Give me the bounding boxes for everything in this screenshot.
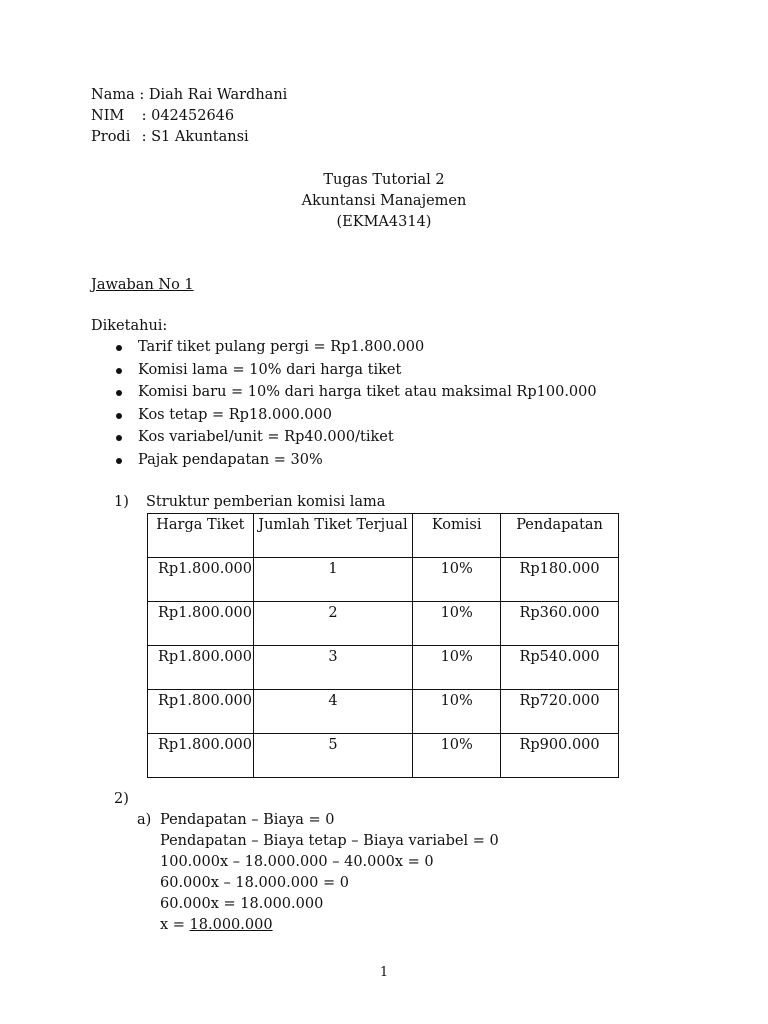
- part1-heading: [114, 492, 385, 513]
- header-komisi: Komisi: [413, 514, 501, 558]
- student-nim-row: [91, 106, 234, 127]
- doc-title-line1: Tugas Tutorial 2: [323, 172, 445, 188]
- student-prodi-row: [91, 127, 249, 148]
- cell-pendapatan: Rp540.000: [501, 646, 619, 690]
- nim-label: NIM: [91, 108, 125, 124]
- commission-table: [147, 513, 619, 778]
- given-item: Pajak pendapatan = 30%: [114, 449, 674, 472]
- part2-number: 2): [114, 791, 129, 807]
- header-pendapatan: Pendapatan: [501, 514, 619, 558]
- calc-result: [160, 915, 273, 936]
- given-item: Kos tetap = Rp18.000.000: [114, 404, 674, 427]
- cell-jumlah: 3: [253, 646, 413, 690]
- cell-harga: Rp1.800.000: [148, 602, 254, 646]
- given-item: Komisi baru = 10% dari harga tiket atau maksimal Rp100.000: [114, 381, 674, 404]
- cell-pendapatan: Rp360.000: [501, 602, 619, 646]
- cell-pendapatan: Rp900.000: [501, 734, 619, 778]
- given-item: Tarif tiket pulang pergi = Rp1.800.000: [114, 336, 674, 359]
- cell-pendapatan: Rp720.000: [501, 690, 619, 734]
- cell-harga: Rp1.800.000: [148, 646, 254, 690]
- table-row: [148, 558, 619, 602]
- table-header-row: [148, 514, 619, 558]
- calc-line: Pendapatan – Biaya tetap – Biaya variabel = 0: [160, 833, 499, 849]
- student-name-row: [91, 85, 287, 106]
- given-list: [114, 336, 674, 472]
- given-item: Kos variabel/unit = Rp40.000/tiket: [114, 426, 674, 449]
- sub-a-label: a): [137, 812, 152, 828]
- nim-value: : 042452646: [141, 108, 235, 124]
- answer-heading: Jawaban No 1: [91, 277, 194, 293]
- part2-sub-a: [137, 810, 335, 831]
- header-harga-tiket: Harga Tiket: [148, 514, 254, 558]
- name-label: Nama: [91, 87, 135, 103]
- header-jumlah-tiket: Jumlah Tiket Terjual: [253, 514, 413, 558]
- cell-harga: Rp1.800.000: [148, 734, 254, 778]
- calc-line: 60.000x – 18.000.000 = 0: [160, 875, 349, 891]
- cell-harga: Rp1.800.000: [148, 690, 254, 734]
- cell-jumlah: 4: [253, 690, 413, 734]
- part1-number: 1): [114, 494, 129, 510]
- table-row: [148, 646, 619, 690]
- cell-komisi: 10%: [413, 646, 501, 690]
- cell-komisi: 10%: [413, 690, 501, 734]
- cell-jumlah: 2: [253, 602, 413, 646]
- doc-title-line3: (EKMA4314): [336, 214, 432, 230]
- name-value: : Diah Rai Wardhani: [139, 87, 288, 103]
- prodi-value: : S1 Akuntansi: [141, 129, 249, 145]
- given-title: Diketahui:: [91, 318, 168, 334]
- cell-komisi: 10%: [413, 734, 501, 778]
- prodi-label: Prodi: [91, 129, 131, 145]
- cell-jumlah: 1: [253, 558, 413, 602]
- given-item: Komisi lama = 10% dari harga tiket: [114, 359, 674, 382]
- cell-harga: Rp1.800.000: [148, 558, 254, 602]
- part1-title: Struktur pemberian komisi lama: [146, 494, 386, 510]
- cell-pendapatan: Rp180.000: [501, 558, 619, 602]
- page-number: 1: [379, 965, 389, 980]
- cell-komisi: 10%: [413, 558, 501, 602]
- calc-line: 60.000x = 18.000.000: [160, 896, 324, 912]
- sub-a-line: Pendapatan – Biaya = 0: [160, 812, 335, 828]
- result-prefix: x =: [160, 917, 190, 933]
- table-row: [148, 690, 619, 734]
- table-row: [148, 602, 619, 646]
- result-value: 18.000.000: [189, 917, 273, 933]
- table-row: [148, 734, 619, 778]
- cell-jumlah: 5: [253, 734, 413, 778]
- cell-komisi: 10%: [413, 602, 501, 646]
- calc-line: 100.000x – 18.000.000 – 40.000x = 0: [160, 854, 434, 870]
- doc-title-line2: Akuntansi Manajemen: [301, 193, 467, 209]
